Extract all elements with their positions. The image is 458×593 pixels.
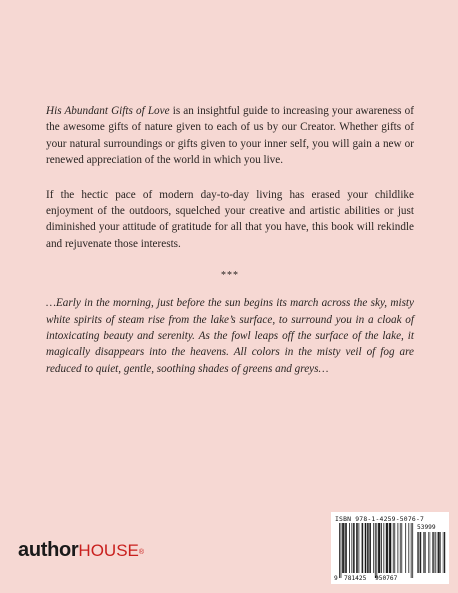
barcode-bar-35 <box>390 523 391 573</box>
addon-bar-55 <box>432 532 433 573</box>
excerpt-paragraph: …Early in the morning, just before the sun begins its march across the sky, misty white spirits of steam rise from the lake’s surface, to surround you in a cloak of intoxicating beauty and serenity. As the fowl leaps off the surface of the lake, it magically disappears into the heavens. All colors in the misty veil of fog are reduced to quiet, gentle, soothing shades of greens and greys… <box>46 297 414 375</box>
addon-bar-51 <box>424 532 425 573</box>
addon-bar-59 <box>437 532 438 573</box>
addon-bar-50 <box>423 532 424 573</box>
addon-bar-56 <box>433 532 434 573</box>
addon-bar-62 <box>439 532 440 573</box>
barcode-bars <box>331 512 449 584</box>
addon-bar-64 <box>443 532 444 573</box>
addon-bar-63 <box>440 532 441 573</box>
barcode-bar-13 <box>359 523 360 573</box>
addon-bar-54 <box>430 532 431 573</box>
barcode-bar-22 <box>373 523 374 573</box>
barcode-bar-2 <box>342 523 343 573</box>
addon-bar-57 <box>434 532 435 573</box>
intro-paragraph <box>46 103 414 169</box>
barcode-bar-29 <box>383 523 384 573</box>
barcode-bar-42 <box>408 523 409 573</box>
barcode-bar-25 <box>378 523 379 573</box>
intro-text: is an insightful guide to increasing your awareness of the awesome gifts of nature given to each of us by our Creator. Whether gifts of your natural surroundings or gifts given to your inner self, you will gain a new or renewed appreciation of the world in which you live. <box>46 105 414 167</box>
barcode-bar-4 <box>344 523 345 573</box>
barcode-bar-30 <box>386 523 387 573</box>
barcode-bar-33 <box>389 523 390 573</box>
barcode-bar-1 <box>341 523 342 578</box>
barcode-bar-23 <box>375 523 376 578</box>
barcode-bar-0 <box>339 523 340 578</box>
barcode-bar-31 <box>387 523 388 573</box>
second-paragraph: If the hectic pace of modern day-to-day living has erased your childlike enjoyment of the outdoors, squelched your creative and artistic abilities or just diminished your attitude of gratitude for all that you have, this book will rekindle and rejuvenate those interests. <box>46 188 414 250</box>
barcode-bar-11 <box>356 523 357 573</box>
barcode-bar-28 <box>381 523 382 573</box>
publisher-logo-house: HOUSE <box>78 541 139 560</box>
barcode-bar-24 <box>376 523 377 578</box>
isbn-barcode <box>331 512 449 584</box>
barcode-bar-39 <box>400 523 401 573</box>
barcode-bar-37 <box>394 523 395 573</box>
addon-bar-65 <box>444 532 445 573</box>
addon-bar-60 <box>438 532 439 573</box>
addon-bar-52 <box>425 532 426 573</box>
book-title: His Abundant Gifts of Love <box>46 105 170 117</box>
barcode-bar-5 <box>345 523 346 573</box>
section-separator: *** <box>221 270 239 282</box>
publisher-logo-author: author <box>18 539 79 561</box>
barcode-bar-3 <box>343 523 344 573</box>
barcode-bar-6 <box>346 523 347 573</box>
barcode-digits-left: 781425 <box>344 575 367 582</box>
addon-bar-47 <box>419 532 420 573</box>
back-cover-text <box>46 103 414 377</box>
addon-bar-45 <box>417 532 418 573</box>
addon-bar-66 <box>445 532 446 573</box>
addon-bar-53 <box>428 532 429 573</box>
barcode-bar-18 <box>367 523 368 573</box>
isbn-label: ISBN 978-1-4259-5076-7 <box>335 515 425 523</box>
barcode-bar-26 <box>379 523 380 573</box>
barcode-bar-27 <box>380 523 381 573</box>
barcode-lead-digit: 9 <box>334 575 338 582</box>
barcode-bar-40 <box>401 523 402 573</box>
addon-bar-48 <box>420 532 421 573</box>
barcode-bar-21 <box>370 523 371 573</box>
barcode-bar-43 <box>411 523 412 578</box>
addon-bar-49 <box>421 532 422 573</box>
price-code: 53999 <box>417 524 436 531</box>
barcode-bar-12 <box>357 523 358 573</box>
barcode-digits-right: 950767 <box>375 575 398 582</box>
barcode-bar-17 <box>366 523 367 573</box>
barcode-bar-44 <box>412 523 413 578</box>
barcode-bar-32 <box>387 523 388 573</box>
addon-bar-61 <box>439 532 440 573</box>
barcode-bar-38 <box>398 523 399 573</box>
barcode-bar-8 <box>351 523 352 573</box>
barcode-bar-19 <box>368 523 369 573</box>
barcode-bar-34 <box>390 523 391 573</box>
barcode-bar-16 <box>365 523 366 573</box>
barcode-bar-36 <box>393 523 394 573</box>
addon-bar-46 <box>418 532 419 573</box>
barcode-bar-20 <box>369 523 370 573</box>
barcode-bar-41 <box>405 523 406 573</box>
publisher-logo <box>18 538 144 563</box>
addon-bar-58 <box>435 532 436 573</box>
barcode-bar-14 <box>362 523 363 573</box>
barcode-bar-10 <box>354 523 355 573</box>
barcode-bar-15 <box>362 523 363 573</box>
publisher-registered-mark: ® <box>138 549 145 556</box>
barcode-bar-9 <box>353 523 354 573</box>
barcode-bar-7 <box>349 523 350 573</box>
